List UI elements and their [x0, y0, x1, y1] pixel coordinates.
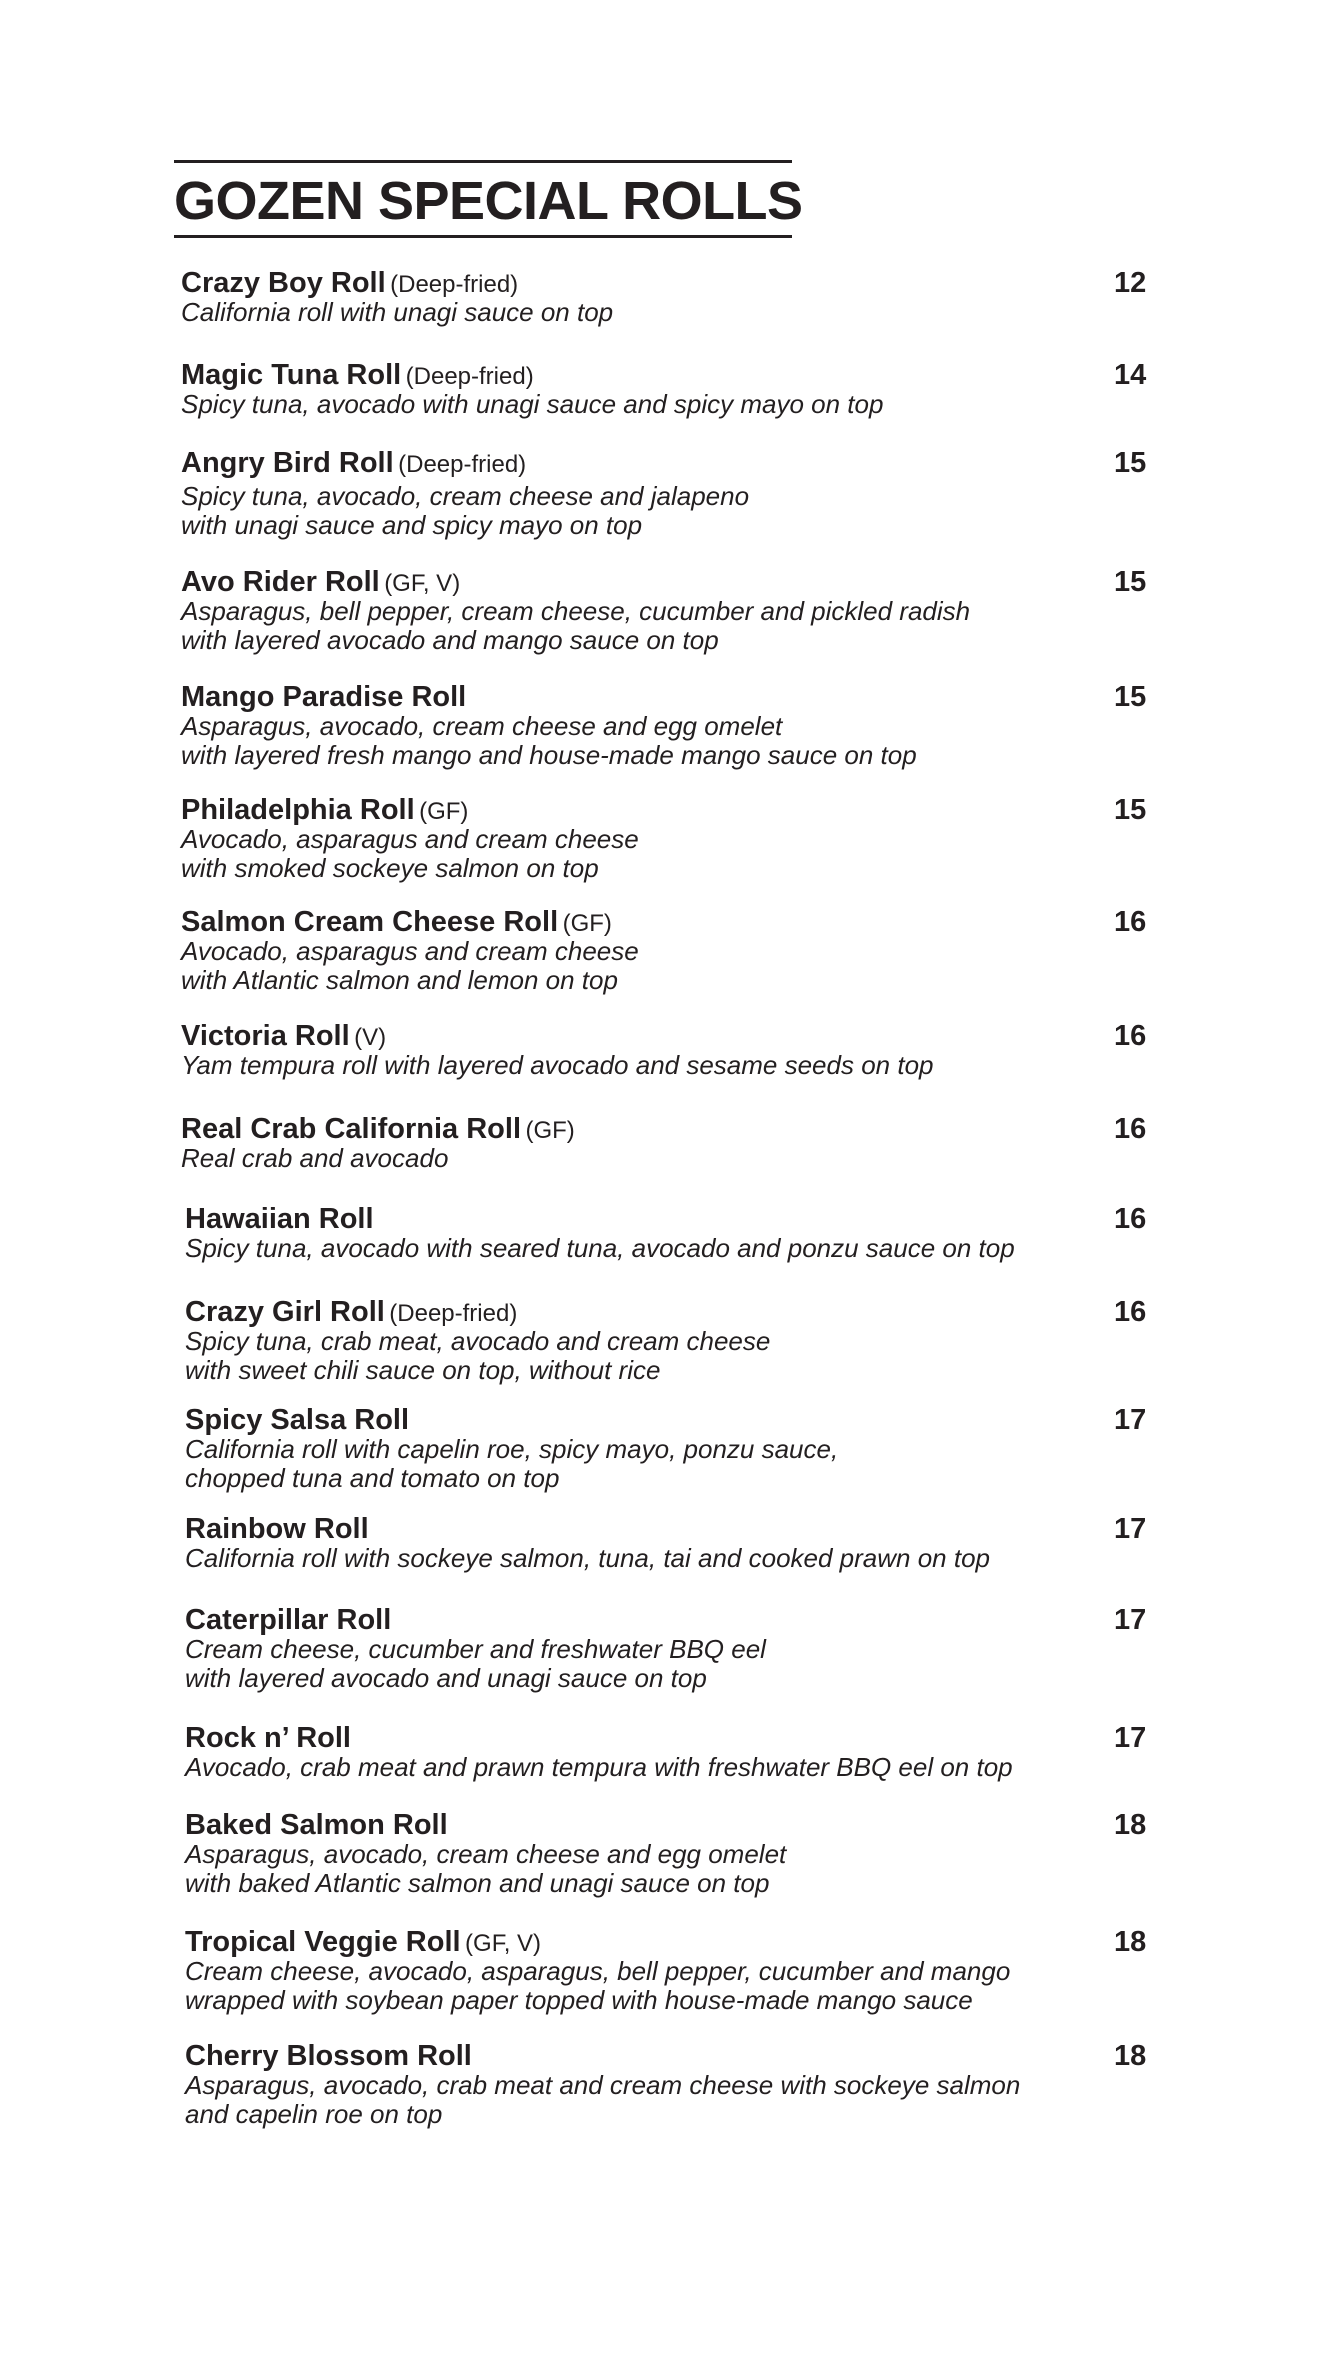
menu-item-name: Salmon Cream Cheese Roll [181, 906, 559, 938]
menu-item [181, 1021, 1161, 1080]
menu-item [181, 1114, 1161, 1173]
menu-item-description: California roll with sockeye salmon, tuna, tai and cooked prawn on top [185, 1543, 990, 1573]
menu-item-header [185, 1514, 1165, 1544]
menu-item-note: (Deep-fried) [389, 1300, 518, 1327]
menu-item-name: Angry Bird Roll [181, 447, 394, 479]
menu-item-price: 18 [1114, 1809, 1147, 1841]
menu-item-description: Cream cheese, cucumber and freshwater BBQ eel [185, 1634, 766, 1664]
menu-item-description: Asparagus, avocado, crab meat and cream cheese with sockeye salmon [185, 2070, 1021, 2100]
menu-item-note: (GF) [562, 910, 612, 937]
menu-item [181, 907, 1161, 995]
menu-item-description: with Atlantic salmon and lemon on top [181, 965, 618, 995]
menu-item-header [181, 360, 1161, 390]
menu-title-rule [174, 160, 803, 238]
menu-item-note: (Deep-fried) [390, 271, 519, 298]
menu-item [185, 1514, 1165, 1573]
menu-item-description: Real crab and avocado [181, 1143, 449, 1173]
menu-item-price: 16 [1114, 906, 1147, 938]
menu-item-price: 16 [1114, 1203, 1147, 1235]
menu-item-description: Yam tempura roll with layered avocado and sesame seeds on top [181, 1050, 934, 1080]
menu-item-name: Victoria Roll [181, 1020, 350, 1052]
menu-item-price: 15 [1114, 566, 1147, 598]
menu-item-description: chopped tuna and tomato on top [185, 1463, 560, 1493]
menu-item-name: Tropical Veggie Roll [185, 1926, 461, 1958]
menu-item-description: Asparagus, bell pepper, cream cheese, cucumber and pickled radish [181, 596, 971, 626]
menu-item [181, 795, 1161, 883]
menu-item-description: California roll with unagi sauce on top [181, 297, 614, 327]
menu-item [185, 1405, 1165, 1493]
menu-item-note: (GF) [525, 1117, 575, 1144]
menu-item-description: wrapped with soybean paper topped with house-made mango sauce [185, 1985, 973, 2015]
menu-item-header [181, 795, 1161, 825]
menu-item [181, 567, 1161, 655]
menu-item-description: Cream cheese, avocado, asparagus, bell pepper, cucumber and mango [185, 1956, 1011, 1986]
menu-item [185, 2041, 1165, 2129]
menu-item-description: Avocado, crab meat and prawn tempura with freshwater BBQ eel on top [185, 1752, 1013, 1782]
menu-item-name: Crazy Boy Roll [181, 267, 386, 299]
menu-item-price: 18 [1114, 1926, 1147, 1958]
menu-item-description: with layered fresh mango and house-made mango sauce on top [181, 740, 917, 770]
menu-item-price: 17 [1114, 1604, 1147, 1636]
menu-item-name: Baked Salmon Roll [185, 1809, 448, 1841]
menu-item-description: with layered avocado and mango sauce on top [181, 625, 719, 655]
menu-item-header [185, 1204, 1165, 1234]
menu-item-description: with unagi sauce and spicy mayo on top [181, 510, 643, 540]
menu-item-description: California roll with capelin roe, spicy mayo, ponzu sauce, [185, 1434, 839, 1464]
menu-item [181, 448, 1161, 540]
menu-item-description: Spicy tuna, avocado with seared tuna, avocado and ponzu sauce on top [185, 1233, 1015, 1263]
menu-item-header [181, 682, 1161, 712]
menu-item-header [181, 268, 1161, 298]
menu-item-name: Mango Paradise Roll [181, 681, 467, 713]
menu-item-note: (GF) [419, 798, 469, 825]
menu-item-name: Philadelphia Roll [181, 794, 415, 826]
menu-item [185, 1927, 1165, 2015]
menu-item-note: (V) [354, 1024, 387, 1051]
menu-item-name: Magic Tuna Roll [181, 359, 402, 391]
menu-item-note: (Deep-fried) [398, 451, 527, 478]
menu-item-price: 17 [1114, 1404, 1147, 1436]
menu-item-header [185, 1297, 1165, 1327]
menu-item-price: 15 [1114, 681, 1147, 713]
menu-item-header [185, 1810, 1165, 1840]
menu-item-header [185, 1723, 1165, 1753]
menu-item-description: with layered avocado and unagi sauce on top [185, 1663, 707, 1693]
menu-item [181, 268, 1161, 327]
menu-item-header [185, 2041, 1165, 2071]
menu-item-description: Asparagus, avocado, cream cheese and egg omelet [181, 711, 783, 741]
menu-item-name: Rock n’ Roll [185, 1722, 351, 1754]
menu-item-description: Avocado, asparagus and cream cheese [181, 824, 639, 854]
menu-item-name: Caterpillar Roll [185, 1604, 392, 1636]
menu-item-description: Spicy tuna, avocado, cream cheese and jalapeno [181, 481, 750, 511]
menu-item-header [181, 448, 1161, 478]
menu-item-description: with sweet chili sauce on top, without rice [185, 1355, 661, 1385]
menu-item-name: Hawaiian Roll [185, 1203, 374, 1235]
menu-item-name: Real Crab California Roll [181, 1113, 522, 1145]
menu-item-note: (Deep-fried) [405, 363, 534, 390]
menu-item-description: Spicy tuna, crab meat, avocado and cream cheese [185, 1326, 771, 1356]
menu-item-name: Crazy Girl Roll [185, 1296, 385, 1328]
menu-item-price: 17 [1114, 1513, 1147, 1545]
menu-item-description: and capelin roe on top [185, 2099, 443, 2129]
menu-item-description: Asparagus, avocado, cream cheese and egg omelet [185, 1839, 787, 1869]
menu-item-note: (GF, V) [384, 570, 461, 597]
menu-item-price: 17 [1114, 1722, 1147, 1754]
menu-item-name: Cherry Blossom Roll [185, 2040, 472, 2072]
menu-item-description: with baked Atlantic salmon and unagi sauce on top [185, 1868, 770, 1898]
menu-item-header [185, 1405, 1165, 1435]
menu-item-header [185, 1927, 1165, 1957]
menu-item-header [181, 1021, 1161, 1051]
menu-item [185, 1204, 1165, 1263]
menu-item-header [181, 1114, 1161, 1144]
menu-item-price: 16 [1114, 1113, 1147, 1145]
menu-title: GOZEN SPECIAL ROLLS [174, 171, 803, 231]
menu-item [185, 1723, 1165, 1782]
menu-item-name: Spicy Salsa Roll [185, 1404, 410, 1436]
menu-item-note: (GF, V) [465, 1930, 542, 1957]
menu-item-price: 15 [1114, 447, 1147, 479]
menu-item-price: 18 [1114, 2040, 1147, 2072]
menu-item-price: 16 [1114, 1296, 1147, 1328]
menu-item-header [181, 907, 1161, 937]
menu-item-header [185, 1605, 1165, 1635]
menu-item-name: Avo Rider Roll [181, 566, 380, 598]
menu-item-description: with smoked sockeye salmon on top [181, 853, 599, 883]
menu-item-description: Spicy tuna, avocado with unagi sauce and spicy mayo on top [181, 389, 884, 419]
menu-item-price: 15 [1114, 794, 1147, 826]
menu-item-header [181, 567, 1161, 597]
menu-item-price: 14 [1114, 359, 1147, 391]
menu-item-price: 12 [1114, 267, 1147, 299]
menu-item-description: Avocado, asparagus and cream cheese [181, 936, 639, 966]
menu-item [185, 1810, 1165, 1898]
menu-item [185, 1297, 1165, 1385]
menu-item-name: Rainbow Roll [185, 1513, 369, 1545]
menu-item-price: 16 [1114, 1020, 1147, 1052]
menu-item [181, 682, 1161, 770]
menu-item [185, 1605, 1165, 1693]
menu-item [181, 360, 1161, 419]
